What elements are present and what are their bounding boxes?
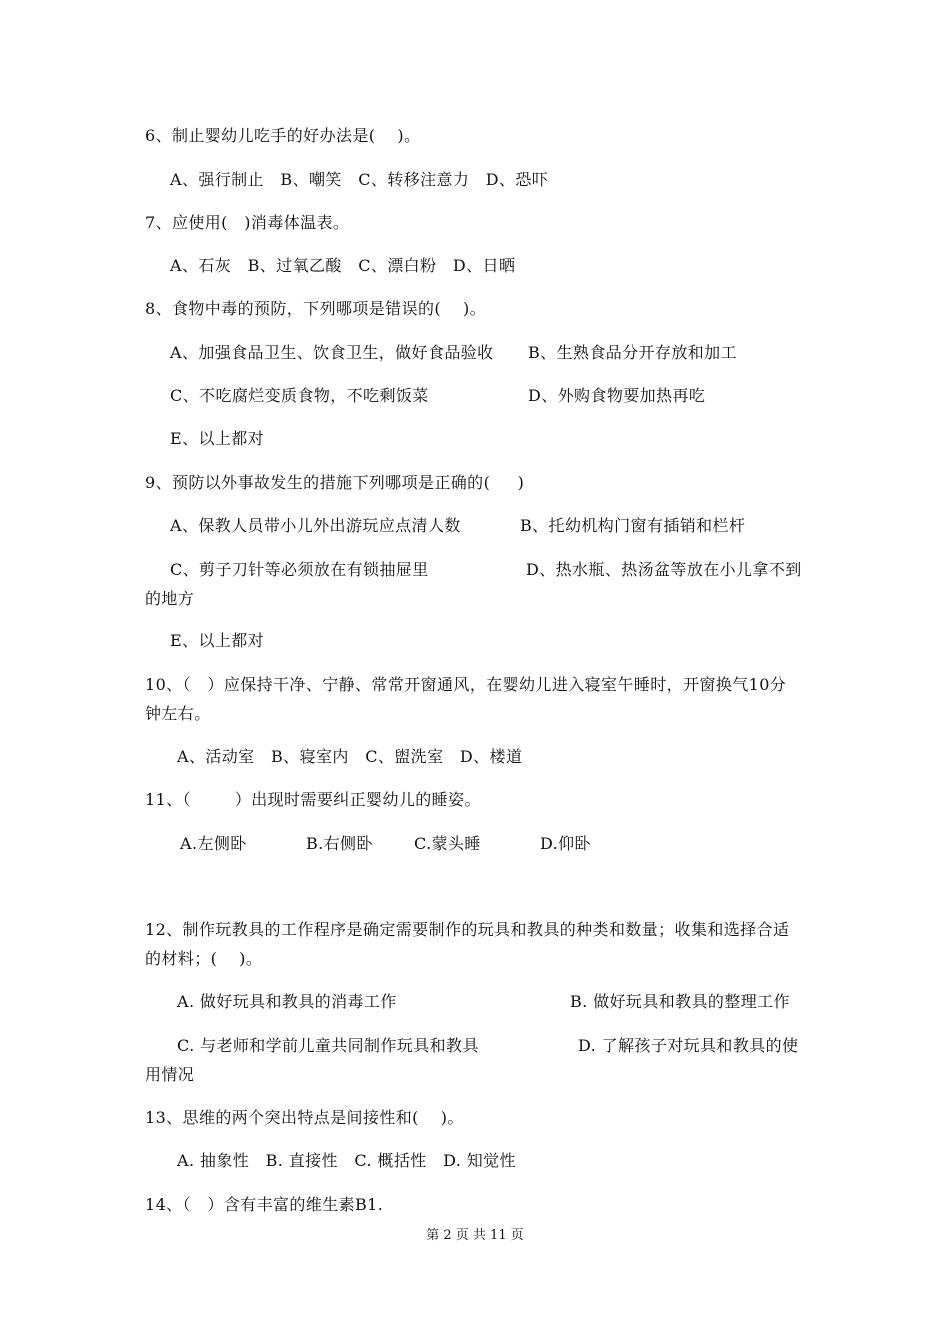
q7-options: A、石灰 B、过氧乙酸 C、漂白粉 D、日晒 [170,256,516,275]
q8-option-a: A、加强食品卫生、饮食卫生，做好食品验收 [170,343,494,362]
q12-option-a: A. 做好玩具和教具的消毒工作 [177,992,397,1011]
page-footer: 第 2 页 共 11 页 [426,1228,524,1243]
q13-stem: 13、思维的两个突出特点是间接性和( )。 [145,1108,464,1127]
q10-stem-line1: 10、（ ）应保持干净、宁静、常常开窗通风，在婴幼儿进入寝室午睡时，开窗换气10分 [145,675,787,694]
q9-stem: 9、预防以外事故发生的措施下列哪项是正确的( ) [145,473,525,492]
q12-stem-line2: 的材料；( )。 [145,949,263,968]
q9-option-b: B、托幼机构门窗有插销和栏杆 [520,516,746,535]
q9-option-e: E、以上都对 [170,631,265,650]
q14-stem: 14、（ ）含有丰富的维生素B1. [145,1195,384,1214]
q11-option-b: B.右侧卧 [306,834,373,853]
q8-option-b: B、生熟食品分开存放和加工 [528,343,737,362]
q11-option-c: C.蒙头睡 [414,834,481,853]
q12-stem-line1: 12、制作玩教具的工作程序是确定需要制作的玩具和教具的种类和数量；收集和选择合适 [145,920,790,939]
q11-stem: 11、（ ）出现时需要纠正婴幼儿的睡姿。 [145,790,481,809]
q8-option-d: D、外购食物要加热再吃 [528,386,706,405]
q8-option-c: C、不吃腐烂变质食物，不吃剩饭菜 [170,386,429,405]
q7-stem: 7、应使用( )消毒体温表。 [145,213,350,232]
q12-option-c: C. 与老师和学前儿童共同制作玩具和教具 [177,1036,479,1055]
q6-options: A、强行制止 B、嘲笑 C、转移注意力 D、恐吓 [170,170,549,189]
q8-stem: 8、食物中毒的预防，下列哪项是错误的( )。 [145,299,487,318]
q9-option-c: C、剪子刀针等必须放在有锁抽屉里 [170,560,429,579]
q12-option-d: D. 了解孩子对玩具和教具的使 [578,1036,799,1055]
q9-option-d: D、热水瓶、热汤盆等放在小儿拿不到 [526,560,802,579]
q8-option-e: E、以上都对 [170,429,265,448]
q13-options: A. 抽象性 B. 直接性 C. 概括性 D. 知觉性 [177,1151,516,1170]
q6-stem: 6、制止婴幼儿吃手的好办法是( )。 [145,126,421,145]
q9-option-a: A、保教人员带小儿外出游玩应点清人数 [170,516,461,535]
q10-stem-line2: 钟左右。 [145,704,211,723]
q12-option-d-continued: 用情况 [145,1065,195,1084]
q11-option-d: D.仰卧 [540,834,591,853]
q10-options: A、活动室 B、寝室内 C、盥洗室 D、楼道 [177,747,523,766]
q11-option-a: A.左侧卧 [180,834,247,853]
q12-option-b: B. 做好玩具和教具的整理工作 [570,992,790,1011]
q9-option-d-continued: 的地方 [145,589,195,608]
